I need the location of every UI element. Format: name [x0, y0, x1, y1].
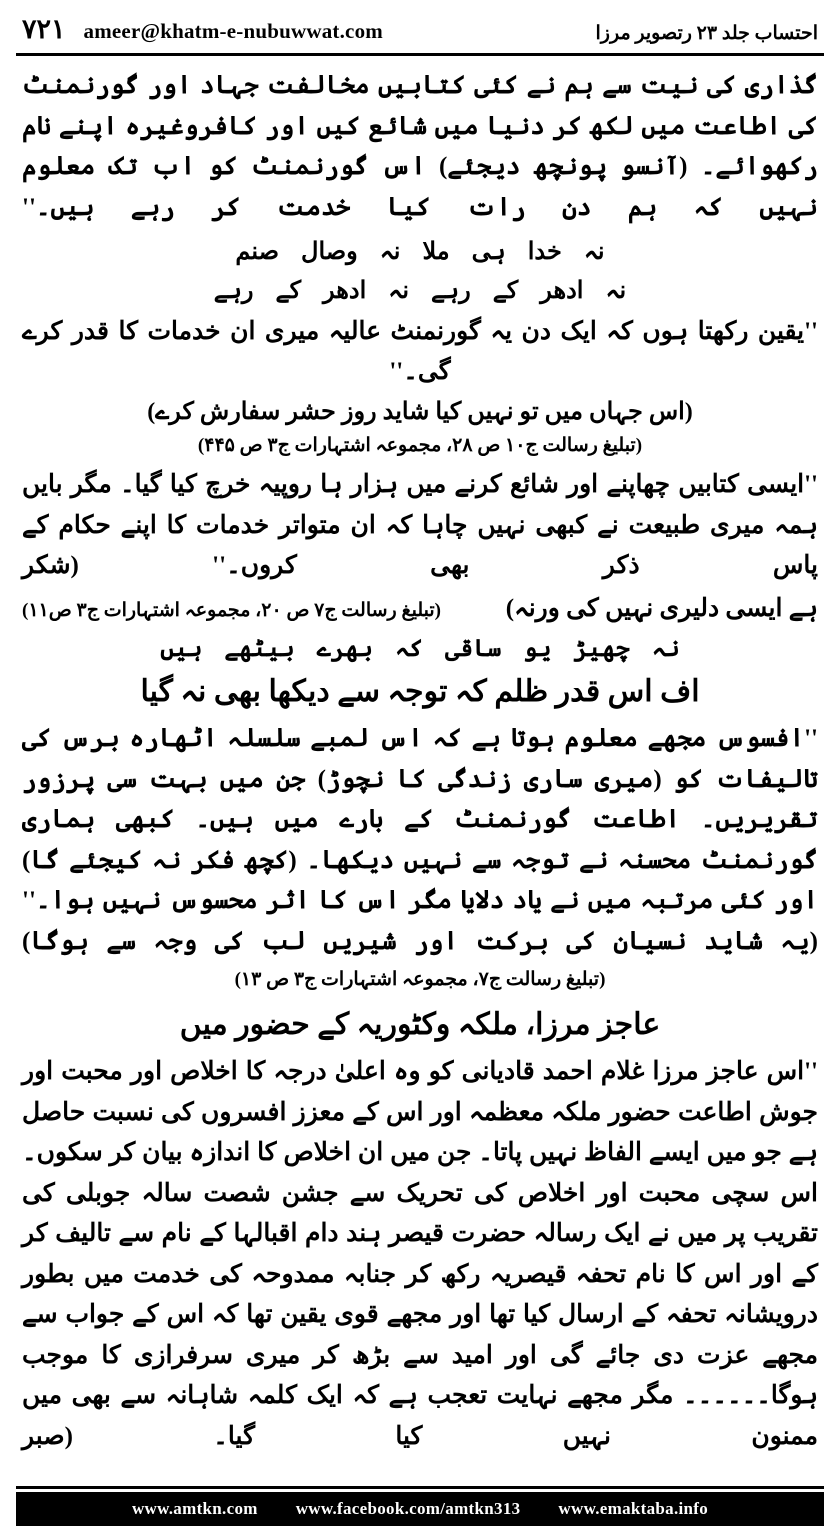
paragraph-3-row [22, 593, 818, 623]
footer-link-facebook[interactable]: www.facebook.com/amtkn313 [295, 1499, 521, 1518]
page-number: ۷۲۱ [22, 14, 66, 44]
verse-line-4: اف اس قدر ظلم کہ توجہ سے دیکھا بھی نہ گیا [140, 675, 700, 709]
paragraph-2: ''یقین رکھتا ہوں کہ ایک دن یہ گورنمنٹ عالیہ میری ان خدمات کا قدر کرے گی۔'' [22, 318, 818, 386]
paragraph-3-continuation: ہے ایسی دلیری نہیں کی ورنہ) [505, 594, 818, 622]
page-footer [16, 1486, 824, 1526]
verse-line-1: نہ خدا ہی ملا نہ وصال صنم [235, 239, 605, 265]
reference-2: (تبلیغ رسالت ج۷ ص ۲۰، مجموعہ اشتہارات ج۳ ص۱۱) [22, 599, 441, 621]
page-header [0, 0, 840, 51]
footer-divider [16, 1486, 824, 1489]
reference-3: (تبلیغ رسالت ج۷، مجموعہ اشتہارات ج۳ ص ۱۳) [234, 969, 606, 991]
footer-link-website[interactable]: www.amtkn.com [131, 1499, 258, 1518]
verse-line-2: نہ ادھر کے رہے نہ ادھر کے رہے [213, 278, 627, 305]
footer-links-bar [16, 1492, 824, 1526]
paragraph-2-note: (اس جہاں میں تو نہیں کیا شاید روز حشر سفارش کرے) [147, 399, 693, 426]
paragraph-3: ''ایسی کتابیں چھاپنے اور شائع کرنے میں ہزار ہا روپیہ خرچ کیا گیا۔ مگر بایں ہمہ میری طبیعت نے کبھی نہیں چاہا کہ ان متواتر خدمات کا اپنے حکام کے پاس ذکر بھی کروں۔'' (شکر [22, 471, 818, 580]
footer-link-emaktaba[interactable]: www.emaktaba.info [558, 1499, 709, 1518]
verse-line-3: نہ چھیڑ یو ساقی کہ بھرے بیٹھے ہیں [160, 635, 680, 662]
book-title: احتساب جلد ۲۳ رتصویر مرزا [595, 23, 818, 44]
contact-email: ameer@khatm-e-nubuwwat.com [83, 19, 383, 43]
section-heading: عاجز مرزا، ملکہ وکٹوریہ کے حضور میں [179, 1008, 661, 1042]
reference-1: (تبلیغ رسالت ج۱۰ ص ۲۸، مجموعہ اشتہارات ج۳ ص ۴۴۵) [197, 435, 643, 457]
page-content [0, 56, 840, 1457]
paragraph-4: ''افسوس مجھے معلوم ہوتا ہے کہ اس لمبے سلسلہ اٹھارہ برس کی تالیفات کو (میری ساری زندگی کا نچوڑ) جن میں بہت سی پرزور تقریریں۔ اطاعت گورنمنٹ کے بارے میں ہیں۔ کبھی ہماری گورنمنٹ محسنہ نے توجہ سے نہیں دیکھا۔ (کچھ فکر نہ کیجئے گا) اور کئی مرتبہ میں نے یاد دلایا مگر اس کا اثر محسوس نہیں ہوا۔'' (یہ شاید نسیان کی برکت اور شیریں لب کی وجہ سے ہوگا) [22, 725, 818, 955]
header-left-group [22, 14, 383, 45]
paragraph-5: ''اس عاجز مرزا غلام احمد قادیانی کو وہ اعلیٰ درجہ کا اخلاص اور محبت اور جوش اطاعت حضور ملکہ معظمہ اور اس کے معزز افسروں کی نسبت حاصل ہے جو میں ایسے الفاظ نہیں پاتا۔ جن میں ان اخلاص کا اندازہ بیان کر سکوں۔ اس سچی محبت اور اخلاص کی تحریک سے جشن شصت سالہ جوبلی کی تقریب پر میں نے ایک رسالہ حضرت قیصر ہند دام اقبالہا کے نام سے تالیف کر کے اور اس کا نام تحفہ قیصریہ رکھ کر جنابہ ممدوحہ کی خدمت میں بطور درویشانہ تحفہ کے ارسال کیا تھا اور مجھے قوی یقین تھا کہ اس کے جواب سے مجھے عزت دی جائے گی اور امید سے بڑھ کر میری سرفرازی کا موجب ہوگا۔۔۔۔۔۔ مگر مجھے نہایت تعجب ہے کہ ایک کلمہ شاہانہ سے بھی میں ممنون نہیں کیا گیا۔ (صبر [22, 1058, 819, 1450]
paragraph-1: گذاری کی نیت سے ہم نے کئی کتابیں مخالفت جہاد اور گورنمنٹ کی اطاعت میں لکھ کر دنیا میں شائع کیں اور کافروغیرہ اپنے نام رکھوائے۔ (آنسو پونچھ دیجئے) اس گورنمنٹ کو اب تک معلوم نہیں کہ ہم دن رات کیا خدمت کر رہے ہیں۔'' [22, 72, 818, 221]
